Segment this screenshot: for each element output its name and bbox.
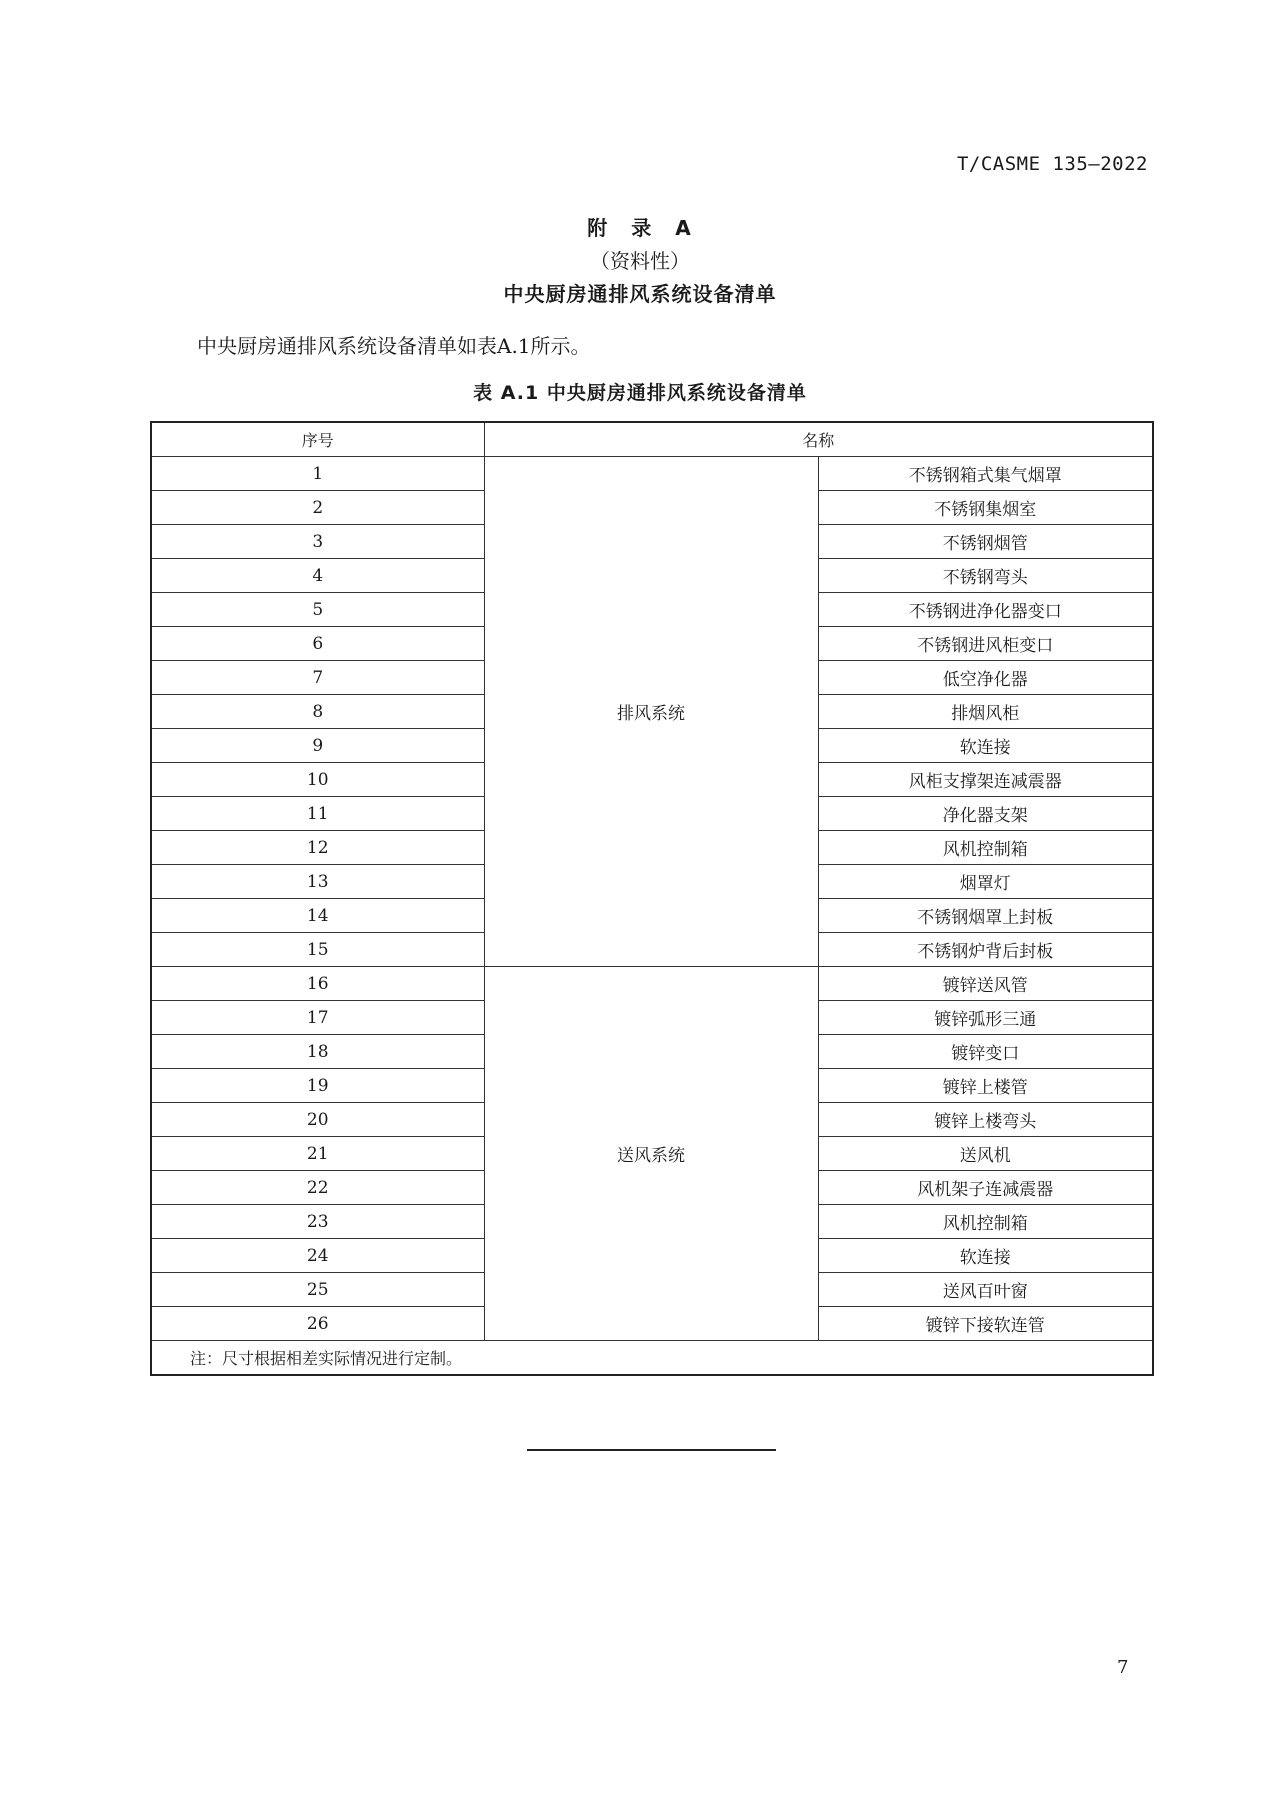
- row-item-name: 风机架子连减震器: [818, 1171, 1153, 1205]
- appendix-heading: 中央厨房通排风系统设备清单: [503, 282, 777, 306]
- table-row: [151, 967, 1153, 1001]
- row-item-name: 软连接: [818, 729, 1153, 763]
- intro-paragraph: 中央厨房通排风系统设备清单如表A.1所示。: [197, 334, 591, 358]
- row-item-name: 不锈钢烟管: [818, 525, 1153, 559]
- header-name: 名称: [484, 422, 1153, 457]
- row-item-name: 风机控制箱: [818, 831, 1153, 865]
- row-seq: 8: [151, 695, 484, 729]
- page-number: 7: [1117, 1657, 1129, 1678]
- row-item-name: 不锈钢箱式集气烟罩: [818, 457, 1153, 491]
- row-seq: 12: [151, 831, 484, 865]
- row-seq: 14: [151, 899, 484, 933]
- row-seq: 6: [151, 627, 484, 661]
- row-seq: 25: [151, 1273, 484, 1307]
- table-caption: 表 A.1 中央厨房通排风系统设备清单: [473, 382, 807, 404]
- row-seq: 26: [151, 1307, 484, 1341]
- standard-code: T/CASME 135—2022: [956, 153, 1148, 175]
- row-seq: 19: [151, 1069, 484, 1103]
- row-seq: 23: [151, 1205, 484, 1239]
- row-item-name: 送风百叶窗: [818, 1273, 1153, 1307]
- row-item-name: 不锈钢弯头: [818, 559, 1153, 593]
- row-item-name: 送风机: [818, 1137, 1153, 1171]
- row-item-name: 镀锌变口: [818, 1035, 1153, 1069]
- row-seq: 3: [151, 525, 484, 559]
- appendix-title: [0, 212, 1280, 241]
- equipment-table: [150, 421, 1154, 1376]
- appendix-title-letter: A: [675, 216, 693, 240]
- row-item-name: 镀锌送风管: [818, 967, 1153, 1001]
- row-seq: 1: [151, 457, 484, 491]
- table-header-row: [151, 422, 1153, 457]
- row-seq: 24: [151, 1239, 484, 1273]
- row-item-name: 不锈钢进风柜变口: [818, 627, 1153, 661]
- system-group-cell: 送风系统: [484, 967, 818, 1341]
- appendix-type: （资料性）: [590, 249, 690, 273]
- row-seq: 5: [151, 593, 484, 627]
- row-seq: 15: [151, 933, 484, 967]
- end-rule: [527, 1449, 776, 1451]
- row-seq: 18: [151, 1035, 484, 1069]
- row-item-name: 镀锌上楼弯头: [818, 1103, 1153, 1137]
- row-seq: 10: [151, 763, 484, 797]
- header-seq: 序号: [151, 422, 484, 457]
- system-group-cell: 排风系统: [484, 457, 818, 967]
- row-item-name: 镀锌弧形三通: [818, 1001, 1153, 1035]
- row-item-name: 镀锌上楼管: [818, 1069, 1153, 1103]
- row-seq: 13: [151, 865, 484, 899]
- row-seq: 9: [151, 729, 484, 763]
- row-seq: 11: [151, 797, 484, 831]
- row-seq: 7: [151, 661, 484, 695]
- appendix-title-word1: 附: [587, 216, 610, 240]
- row-item-name: 排烟风柜: [818, 695, 1153, 729]
- row-item-name: 低空净化器: [818, 661, 1153, 695]
- row-seq: 20: [151, 1103, 484, 1137]
- row-item-name: 风机控制箱: [818, 1205, 1153, 1239]
- row-seq: 16: [151, 967, 484, 1001]
- row-item-name: 不锈钢进净化器变口: [818, 593, 1153, 627]
- row-seq: 2: [151, 491, 484, 525]
- row-seq: 22: [151, 1171, 484, 1205]
- appendix-title-word2: 录: [631, 216, 654, 240]
- row-item-name: 不锈钢烟罩上封板: [818, 899, 1153, 933]
- row-seq: 4: [151, 559, 484, 593]
- table-row: [151, 457, 1153, 491]
- row-item-name: 不锈钢炉背后封板: [818, 933, 1153, 967]
- table-note-row: [151, 1341, 1153, 1376]
- row-item-name: 镀锌下接软连管: [818, 1307, 1153, 1341]
- table-note: 注：尺寸根据相差实际情况进行定制。: [151, 1341, 1153, 1376]
- row-item-name: 净化器支架: [818, 797, 1153, 831]
- row-item-name: 风柜支撑架连减震器: [818, 763, 1153, 797]
- row-seq: 17: [151, 1001, 484, 1035]
- row-item-name: 不锈钢集烟室: [818, 491, 1153, 525]
- row-item-name: 软连接: [818, 1239, 1153, 1273]
- row-seq: 21: [151, 1137, 484, 1171]
- row-item-name: 烟罩灯: [818, 865, 1153, 899]
